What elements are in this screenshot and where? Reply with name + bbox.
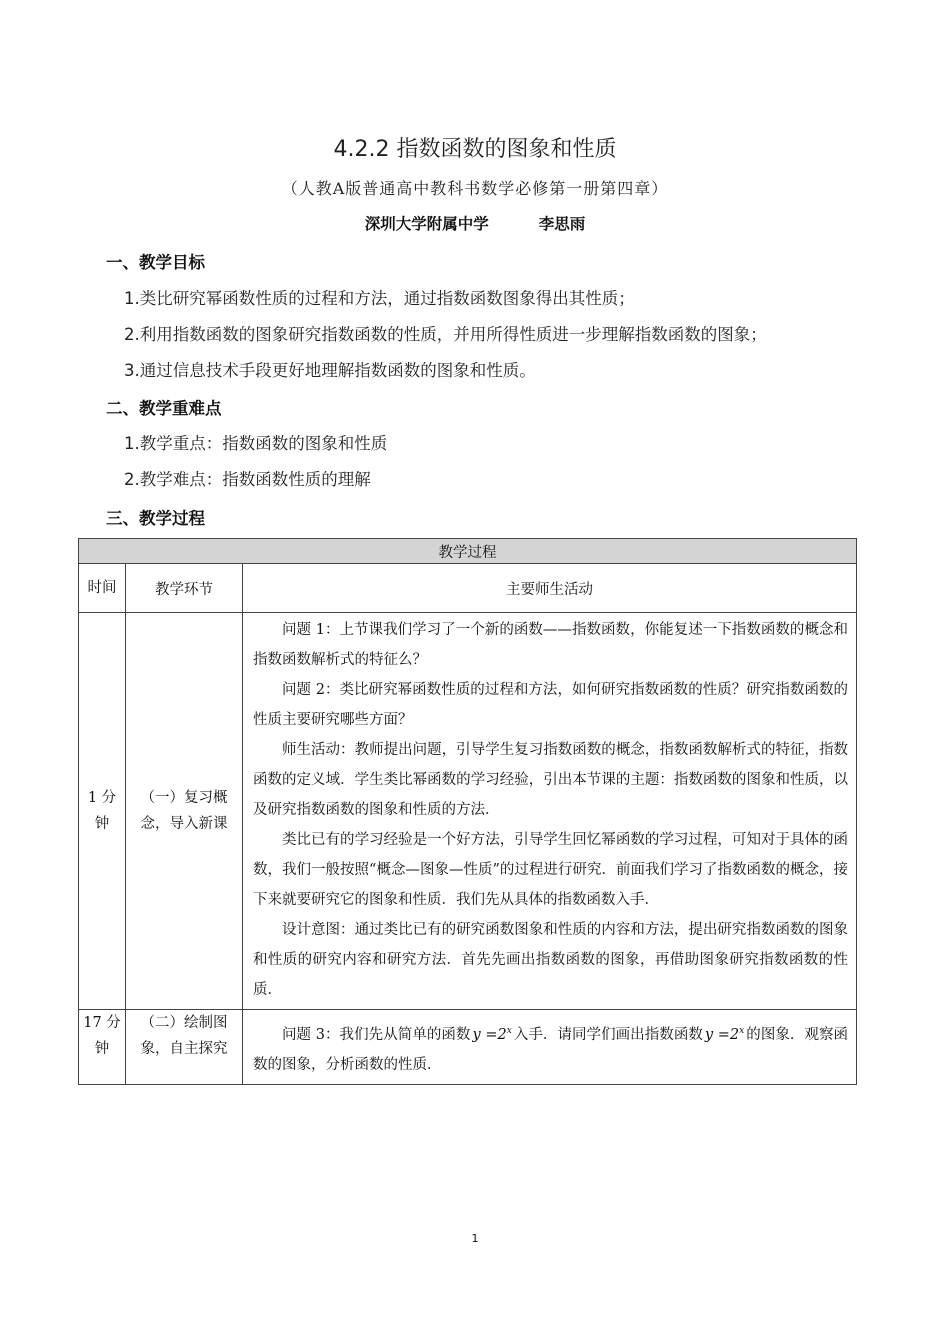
column-header-time: 时间 [79,564,126,613]
row-time: 1 分钟 [79,613,126,1010]
formula-exponent: x [506,1026,512,1036]
author-line [0,212,950,234]
keypoint-item: 1.教学重点：指数函数的图象和性质 [124,434,388,453]
activity-paragraph: 问题 1：上节课我们学习了一个新的函数——指数函数，你能复述一下指数函数的概念和指数函数解析式的特征么？ [253,622,849,668]
row-time: 17 分钟 [79,1010,126,1085]
activity-paragraph [253,1016,848,1080]
question-3-part1: 问题 3：我们先从简单的函数 [282,1026,471,1043]
keypoint-item: 2.教学难点：指数函数性质的理解 [124,470,371,489]
goal-item: 1.类比研究幂函数性质的过程和方法，通过指数函数图象得出其性质； [124,289,635,308]
goal-item: 3.通过信息技术手段更好地理解指数函数的图象和性质。 [124,361,536,380]
formula-lhs: y [704,1026,714,1043]
formula-exponential [705,1027,744,1043]
column-header-segment: 教学环节 [126,564,243,613]
table-caption: 教学过程 [79,539,857,564]
activity-paragraph: 类比已有的学习经验是一个好方法，引导学生回忆幂函数的学习过程，可知对于具体的函数，我们一般按照“概念—图象—性质”的过程进行研究．前面我们学习了指数函数的概念，接下来就要研究它的图象和性质．我们先从具体的指数函数入手． [253,832,849,908]
row-activity [243,613,857,1010]
section-heading-keypoints: 二、教学重难点 [106,399,222,418]
activity-paragraph: 设计意图：通过类比已有的研究函数图象和性质的内容和方法，提出研究指数函数的图象和性质的研究内容和研究方法．首先先画出指数函数的图象，再借助图象研究指数函数的性质． [253,922,849,998]
section-heading-process: 三、教学过程 [106,509,205,528]
table-header-row [79,564,857,613]
question-3-part3: 的图象．观察函数的图象，分析函数的性质． [253,1026,849,1073]
question-3-part2: 入手．请同学们画出指数函数 [513,1026,703,1043]
document-subtitle: （人教A版普通高中教科书数学必修第一册第四章） [281,179,669,198]
row-activity [243,1010,857,1085]
column-header-activity: 主要师生活动 [243,564,857,613]
goal-item: 2.利用指数函数的图象研究指数函数的性质，并用所得性质进一步理解指数函数的图象； [124,325,767,344]
table-row [79,613,857,1010]
section-heading-goals: 一、教学目标 [106,253,205,272]
formula-base: =2 [713,1026,740,1043]
page-number: 1 [471,1232,479,1245]
teacher-name: 李思雨 [538,215,586,233]
document-title: 4.2.2 指数函数的图象和性质 [333,137,617,162]
row-segment: （一）复习概念，导入新课 [126,613,243,1010]
activity-paragraph: 问题 2：类比研究幂函数性质的过程和方法，如何研究指数函数的性质？研究指数函数的性质主要研究哪些方面？ [253,682,849,728]
row-segment: （二）绘制图象，自主探究 [126,1010,243,1085]
formula-lhs: y [472,1026,481,1043]
school-name: 深圳大学附属中学 [364,215,489,233]
formula-exponent: x [739,1026,745,1036]
activity-paragraph: 师生活动：教师提出问题，引导学生复习指数函数的概念，指数函数解析式的特征，指数函数的定义域．学生类比幂函数的学习经验，引出本节课的主题：指数函数的图象和性质，以及研究指数函数的图象和性质的方法． [253,742,849,818]
table-caption-row [79,539,857,564]
process-table [78,538,857,1085]
table-row [79,1010,857,1085]
formula-base: =2 [480,1026,507,1043]
formula-exponential [472,1027,511,1043]
